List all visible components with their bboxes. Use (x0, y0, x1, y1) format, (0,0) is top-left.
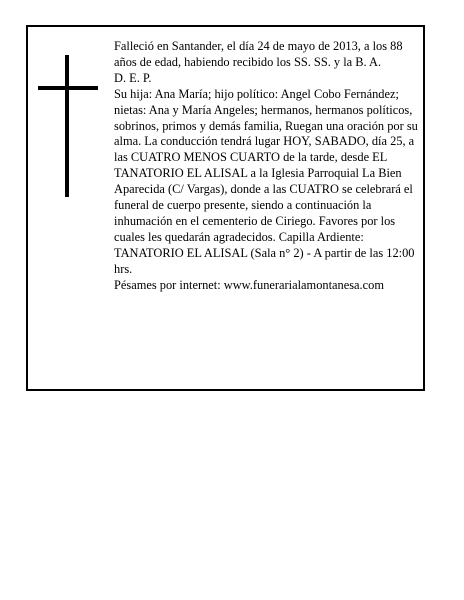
rip-line: D. E. P. (114, 70, 152, 85)
cross-horizontal-bar (38, 86, 98, 90)
obituary-text (114, 39, 422, 294)
cross-vertical-bar (65, 55, 69, 197)
death-announcement: Falleció en Santander, el día 24 de mayo de 2013, a los 88 años de edad, habiendo recibido los SS. SS. y la B. A. (114, 39, 403, 69)
obituary-notice (26, 25, 425, 391)
condolences-website: Pésames por internet: www.funerarialamontanesa.com (114, 277, 384, 292)
family-and-funeral-details: Su hija: Ana María; hijo político: Angel Cobo Fernández; nietas: Ana y María Angeles; hermanos, hermanos políticos, sobrinos, primos y demás familia, Ruegan una oración por su alma. La conducción tendrá lugar HOY, SABADO, día 25, a las CUATRO MENOS CUARTO de la tarde, desde EL TANATORIO EL ALISAL a la Iglesia Parroquial La Bien Aparecida (C/ Vargas), donde a las CUATRO se celebrará el funeral de cuerpo presente, siendo a continuación la inhumación en el cementerio de Ciriego. Favores por los cuales les quedarán agradecidos. Capilla Ardiente: TANATORIO EL ALISAL (Sala n° 2) - A partir de las 12:00 hrs. (114, 86, 418, 276)
cross-icon (38, 55, 98, 197)
